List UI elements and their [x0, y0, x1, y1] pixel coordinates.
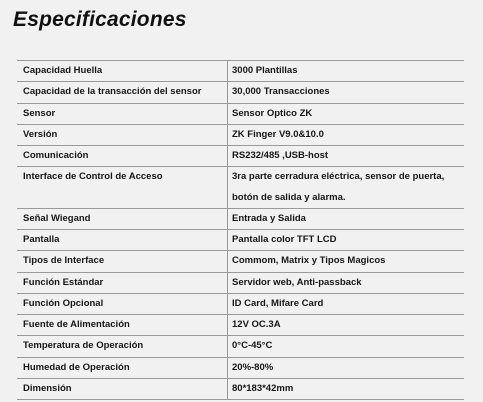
spec-value-line: Sensor Optico ZK [232, 107, 313, 119]
spec-label: Dimensión [17, 378, 228, 399]
spec-value-line: 80*183*42mm [232, 382, 294, 394]
spec-value [228, 167, 465, 209]
spec-value [228, 378, 465, 399]
spec-label: Fuente de Alimentación [17, 315, 228, 336]
spec-value [228, 293, 465, 314]
spec-row [17, 82, 464, 103]
spec-label: Temperatura de Operación [17, 336, 228, 357]
spec-label: Tipos de Interface [17, 251, 228, 272]
spec-row [17, 357, 464, 378]
spec-label: Capacidad Huella [17, 61, 228, 82]
spec-value-line: 3000 Plantillas [232, 65, 298, 76]
spec-label: Función Opcional [17, 293, 228, 314]
spec-value-line: Entrada y Salida [232, 212, 306, 224]
spec-row [17, 315, 464, 336]
spec-label: Versión [17, 124, 228, 145]
spec-row [17, 272, 464, 293]
spec-row [17, 293, 464, 314]
spec-row [17, 61, 464, 82]
spec-value-line: Commom, Matrix y Tipos Magicos [232, 255, 386, 267]
spec-row [17, 124, 464, 145]
spec-row [17, 378, 464, 399]
spec-value [228, 103, 465, 124]
spec-value-line: Servidor web, Anti-passback [232, 276, 362, 288]
spec-label: Función Estándar [17, 272, 228, 293]
spec-row [17, 103, 464, 124]
spec-label: Sensor [17, 103, 228, 124]
spec-value-line: 12V OC.3A [232, 319, 281, 330]
page-title: Especificaciones [13, 8, 187, 31]
spec-label: Interface de Control de Acceso [17, 167, 228, 209]
spec-row [17, 167, 464, 209]
spec-value [228, 61, 465, 82]
spec-value-line: RS232/485 ,USB-host [232, 150, 329, 161]
spec-label: Comunicación [17, 146, 228, 167]
spec-value [228, 251, 465, 272]
spec-row [17, 336, 464, 357]
spec-value [228, 357, 465, 378]
spec-value-line: 20%-80% [232, 361, 274, 373]
spec-value-line: ID Card, Mifare Card [232, 297, 324, 309]
spec-value [228, 272, 465, 293]
spec-value-line: Pantalla color TFT LCD [232, 234, 337, 245]
spec-value [228, 82, 465, 103]
spec-value-line: ZK Finger V9.0&10.0 [232, 128, 324, 140]
spec-value-line: botón de salida y alarma. [232, 191, 346, 203]
spec-value [228, 146, 465, 167]
spec-row [17, 251, 464, 272]
spec-value [228, 336, 465, 357]
specifications-table [17, 60, 464, 400]
spec-value [228, 315, 465, 336]
spec-value-line: 0°C-45°C [232, 340, 273, 352]
specifications-table-body [17, 61, 464, 400]
spec-row [17, 230, 464, 251]
spec-label: Pantalla [17, 230, 228, 251]
spec-value [228, 124, 465, 145]
spec-value-line: 30,000 Transacciones [232, 86, 330, 98]
spec-label: Señal Wiegand [17, 208, 228, 229]
spec-label: Humedad de Operación [17, 357, 228, 378]
spec-value [228, 230, 465, 251]
spec-value [228, 208, 465, 229]
spec-value-line: 3ra parte cerradura eléctrica, sensor de puerta, [232, 171, 445, 183]
spec-row [17, 208, 464, 229]
spec-label: Capacidad de la transacción del sensor [17, 82, 228, 103]
spec-row [17, 146, 464, 167]
